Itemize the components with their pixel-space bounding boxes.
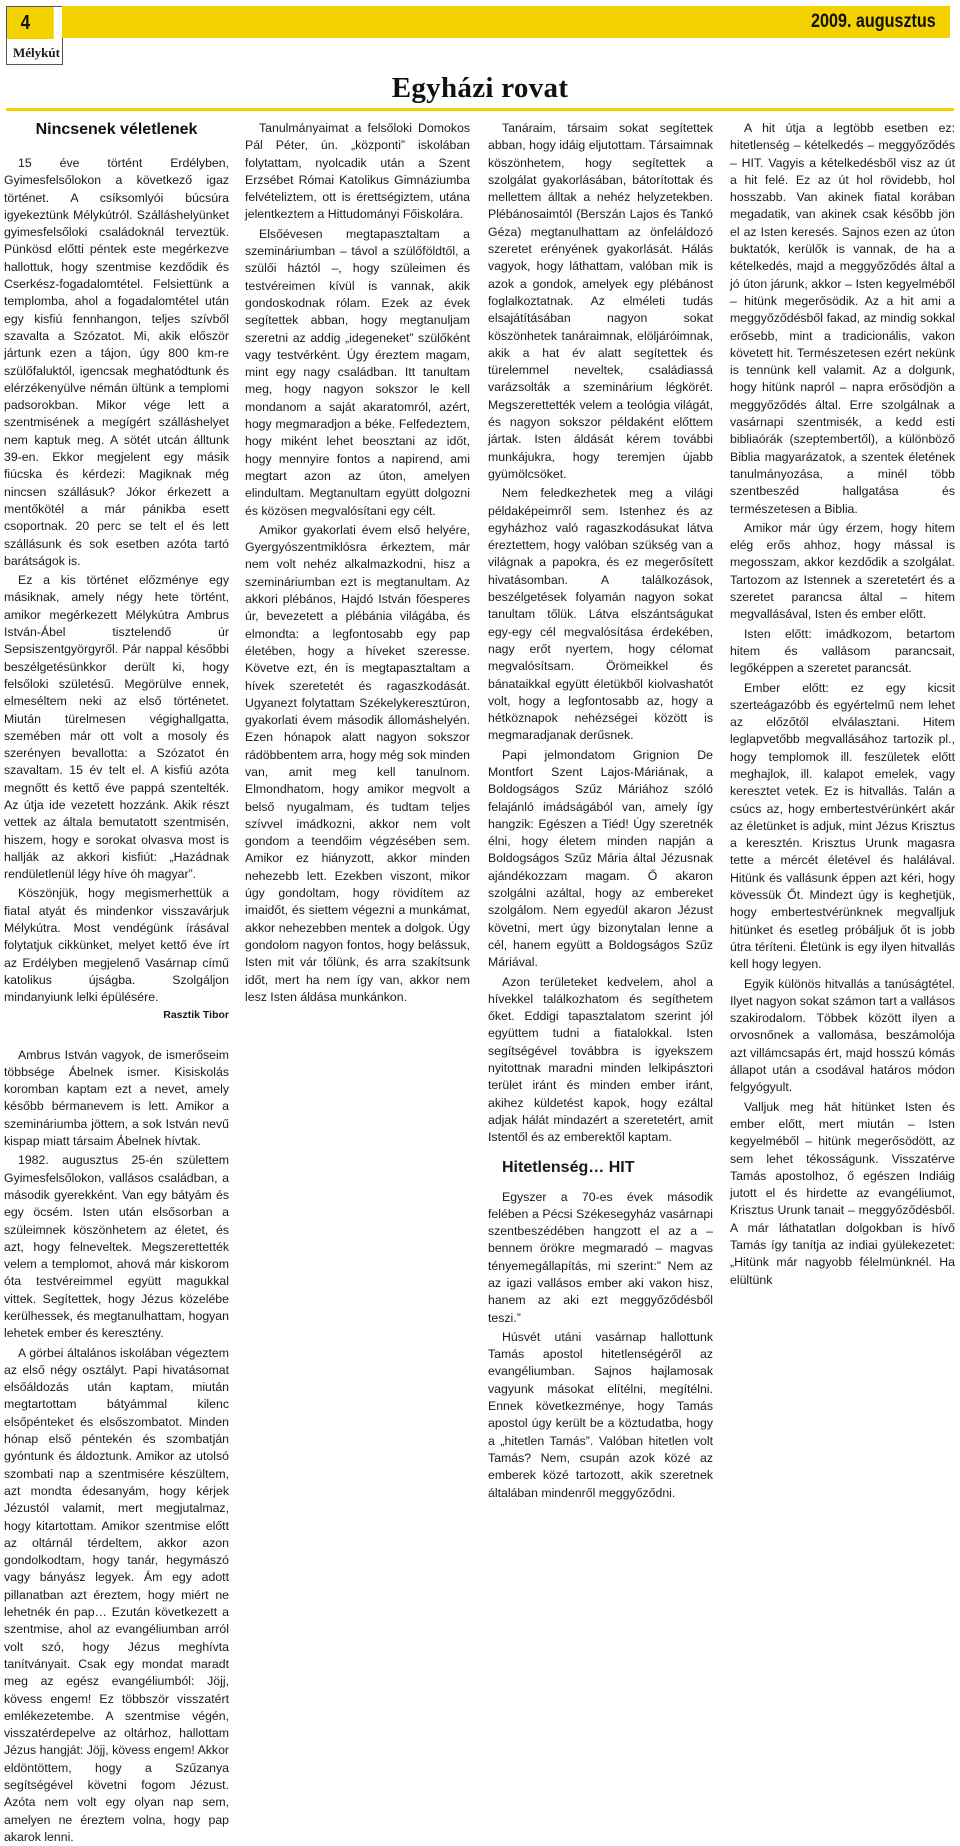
paragraph: Tanáraim, társaim sokat segítettek abban, hogy idáig eljutottam. Társaimnak köszönhetem, hogy segítettek a szolgálat gyakorlásában, bátorítottak és mellettem álltak a nehéz helyzetekben. Plébánosaimtól (Berszán Lajos és Tankó Géza) megtanulhattam az önfeláldozó szeretet erényének gyakorlását. Hálás vagyok, hogy láthattam, valóban mik is azok a gondok, amelyek egy plébánost foglalkoztatnak. Az elméleti tudás elsajátításában nagyon sokat köszönhetek tanáraimnak, elöljáróimnak, akik a hat év alatt segítettek és türelemmel neveltek, családiassá varázsolták a szeminárium légkörét. Megszerettették velem a teológia világát, és nagyon sokszor példaként előttem jártak. Isten áldását kérem további munkájukra, hogy teremjen újabb gyümölcsöket. xyxy=(488,121,713,481)
page-number: 4 xyxy=(7,7,54,39)
section-title: Egyházi rovat xyxy=(391,72,569,104)
issue-date: 2009. augusztus xyxy=(811,11,936,32)
section-rule xyxy=(6,108,954,111)
column-4 xyxy=(730,120,955,1406)
column-3 xyxy=(488,120,713,1500)
paragraph: A görbei általános iskolában végeztem az első négy osztályt. Papi hivatásomat elsőáldozás után kaptam, miután megtartottam bátyámmal kilenc elsőpénteket és elsőszombatot. Minden hónap első péntekén és szombatján gyóntunk és áldoztunk. Amikor az utolsó szombati nap a szentmisére készültem, azt mondta édesanyám, hogy kérjek Jézustól valamit, mert megjutalmaz, hogy kitartottam. Amikor szentmise előtt az oltárnál térdeltem, akkor azon gondolkodtam, hogy tanár, hegymászó vagy bányász legyek. Ám egy adott pillanatban azt éreztem, hogy miért ne lehetnék én pap… Ezután következett a szentmise, ahol az evangéliumban arról volt szó, hogy Jézus meghívta tanítványait. Csak egy mondat maradt meg az egész evangéliumból: Jöjj, kövess engem! Ez többször visszatért emlékezetembe. A szentmise végén, visszatérdepelve az oltárhoz, hallottam Jézus hangját: Jöjj, kövess engem! Akkor eldöntöttem, hogy a Szűzanya segítségével követni fogom Jézust. Azóta nem volt egy olyan nap sem, amelyen ne éreztem volna, hogy pap akarok lenni. xyxy=(4,1345,229,1844)
article-headline: Hitetlenség… HIT xyxy=(502,1158,635,1176)
paragraph: 15 éve történt Erdélyben, Gyimesfelsőlokon a következő igaz történet. A csíksomlyói búcsúra igyekeztünk Mélykútról. Szálláshelyünket gyimesfelsőloki családoknál terveztük. Pünkösd előtti péntek este megérkezve hallottuk, hogy szentmise kezdődik és Cserkész-fogadalomtétel. Felsiettünk a templomba, ahol a fogadalomtétel után egy kisfiú fennhangon, teljes szívből szavalta a Szózatot. Mi, akik először jártunk ezen a tájon, úgy 800 km-re szülőfaluktól, igencsak meghatódtunk és elérzékenyülve némán ültünk a templomi padsorokban. Mikor vége lett a szentmisének a megígért szálláshelyet nem kaptuk meg. A sötét utcán álltunk 39-en. Ekkor megjelent egy másik fiúcska és kérdezi: Magiknak még nincsen szállásuk? Jókor érkezett a mentőkötél a már pánikba esett csoportnak. 20 perc se telt el és lett szállásunk és sok esetben azóta tartó barátságok is. xyxy=(4,156,229,568)
article-author: Rasztik Tibor xyxy=(163,1008,229,1021)
paragraph: Isten előtt: imádkozom, betartom hitem és vallásom parancsait, legőképpen a szeretet parancsát. xyxy=(730,626,955,676)
paragraph: A hit útja a legtöbb esetben ez: hitetlenség – kételkedés – meggyőződés – HIT. Vagyis a kételkedésből visz az út a hit felé. Ez az út hol rövidebb, hol hosszabb. Van akinek fiatal korában megadatik, van akinek csak később jön el az Isten keresés. Sajnos ezen az úton buktatók, kerülők is vannak, de ha a kételkedés, majd a meggyőződés által a jó úton járunk, akkor – Isten kegyelméből – hitünk megerősödik. Az a hit ami a meggyőződésből fakad, az mindig sokkal erősebb, mint a tradicionális, vakon követett hit. Természetesen ezért nekünk is tennünk kell valamit. Az a dolgunk, hogy hitünk napról – napra erősödjön a meggyőződés által. Erre szolgálnak a vasárnapi szentmisék, a kedd esti bibliaórák (szeptembertől), a különböző Biblia magyarázatok, a szentek életének tanulmányozása, a minél több szentbeszéd hallgatása és természetesen a Biblia. xyxy=(730,121,955,516)
paragraph: Egyszer a 70-es évek második felében a Pécsi Székesegyház vasárnapi szentbeszédében hangzott el az a – bennem örökre megmaradó – magvas tényemegállapítás, mi szerint:” Nem az az igazi vallásos ember aki vakon hisz, hanem az aki ezt meggyőződésből teszi.” xyxy=(488,1189,713,1325)
paragraph: Amikor már úgy érzem, hogy hitem elég erős ahhoz, hogy mással is megosszam, akkor kezdődik a szolgálat. Tartozom az Istennek a szeretetért és a szeretet parancsa által – hitem megvallásával, Isten és ember előtt. xyxy=(730,520,955,622)
paragraph: Nem feledkezhetek meg a világi példaképeimről sem. Istenhez és az egyházhoz való ragaszkodásukat látva éreztettem, hogy valóban szükség van a világnak a papokra, és ez megerősített hivatásomban. A találkozások, beszélgetések folyamán nagyon sokat tanultam tőlük. Látva elszántságukat egy-egy cél megvalósítása érdekében, nagy erőt nyertem, hogy célomat megvalósítsam. Örömeikkel és bánataikkal együtt életükből kiolvashatót volt, hogy a legfontosabb az, hogy a hétköznapok nehézségei között is megmaradjanak derűsnek. xyxy=(488,486,713,743)
header-bar xyxy=(62,6,950,38)
paragraph: Ez a kis történet előzménye egy másiknak, amely négy hete történt, amikor megérkezett Mélykútra Ambrus István-Ábel tisztelendő úr Sepsiszentgyörgyről. Pár nappal későbbi beszélgetésünkkor derült ki, hogy felsőloki születésű. Megörülve ennek, elmeséltem neki az első történetet. Miután türelmesen végighallgatta, szemében már ott volt a mosoly és szerényen bevallotta: a Szózatot én szavaltam. 15 év telt el. A kisfiú azóta megnőtt és kettő éve pappá szentelték. Az útja ide vezetett hozzánk. Akik részt vettek az általa bemutatott szentmisén, hiszem, hogy e sorokat olvasva most is hallják az akkori kisfiút: „Hazádnak rendületlenül légy híve óh magyar”. xyxy=(4,573,229,882)
paragraph: Papi jelmondatom Grignion De Montfort Szent Lajos-Máriának, a Boldogságos Szűz Máriához szóló felajánló imádságából van, amely így hangzik: Egészen a Tiéd! Úgy szeretnék élni, hogy életem minden napján a Boldogságos Szűz Mária által Jézusnak ajándékozzam magam. Ő akaron szolgálni azáltal, hogy az embereket szolgálom. Nem egyedül akaron Jézust követni, mert úgy bizonytalan lenne a cél, hanem együtt a Boldogságos Szűz Máriával. xyxy=(488,747,713,970)
paragraph: Húsvét utáni vasárnap hallottunk Tamás apostol hitetlenségéről az evangéliumban. Sajnos hajlamosak vagyunk másokat elítélni, megítélni. Ennek következménye, hogy Tamás apostol úgy került be a köztudatba, hogy a „hitetlen Tamás”. Valóban hitetlen volt Tamás? Nem, csupán azok közé az emberek közé tartozott, akik szeretnek általában mindenről meggyőződni. xyxy=(488,1329,713,1500)
column-1 xyxy=(4,120,229,1844)
publication-name: Mélykút xyxy=(13,45,60,60)
paragraph: Elsőévesen megtapasztaltam a szemináriumban – távol a szülőföldtől, a szülői háztól –, hogy szüleimen és testvéreimen kívül is vannak, akik gondoskodnak rólam. Ezek az évek segítettek abban, hogy megtanuljam szeretni az addig „idegeneket” szülőként vagy testvérként. Úgy éreztem magam, mint egy nagy családban. Itt tanultam meg, hogy nagyon sokszor le kell mondanom a saját akaratomról, azért, hogy megmaradjon a béke. Felfedeztem, hogy miként lehet beosztani az időt, hogy mennyire fontos a napirend, ami megtart azon az úton, amelyen elindultam. Megtanultam együtt dolgozni és közösen megvalósítani egy célt. xyxy=(245,226,470,518)
paragraph: Tanulmányaimat a felsőloki Domokos Pál Péter, ún. „központi” iskolában folytattam, nyolcadik után a Szent Erzsébet Római Katolikus Gimnáziumba felvételiztem, ott is érettségiztem, utána jelentkeztem a Hittudományi Főiskolára. xyxy=(245,121,470,222)
column-2 xyxy=(245,120,470,1406)
paragraph: 1982. augusztus 25-én születtem Gyimesfelsőlokon, vallásos családban, a második gyerekként. Van egy bátyám és egy öcsém. Isten után elsősorban a szüleimnek köszönhetem az életet, és azt, hogy felneveltek. Megszerettették velem a templomot, ahová már kiskorom óta testvéreimmel együtt magukkal vittek. Segítettek, hogy Jézus közelébe kerülhessek, és megtanulhattam, hogyan lehetek ember és keresztény. xyxy=(4,1153,229,1341)
article-headline: Nincsenek véletlenek xyxy=(35,121,198,138)
paragraph: Köszönjük, hogy megismerhettük a fiatal atyát és mindenkor visszavárjuk Mélykútra. Most vendégünk írásával folytatjuk cikkünket, melyet kettő éve írt az Erdélyben megjelenő Vasárnap című katolikus újságba. Szolgáljon mindanyiunk lelki épülésére. xyxy=(4,886,229,1005)
paragraph: Egyik különös hitvallás a tanúságtétel. Ilyet nagyon sokat számon tart a vallásos szakirodalom. Többek között ilyen a orvosnőnek a vallomása, beszámolója azt villámcsapás ért, majd hosszú kómás állapot után a csodával határos módon felgyógyult. xyxy=(730,976,955,1095)
paragraph: Ambrus István vagyok, de ismerőseim többsége Ábelnek ismer. Kisiskolás koromban kaptam ezt a nevet, amely később bérmanevem is lett. Amikor a szemináriumba jöttem, a sok István nevű kispap miatt társaim Ábelnek hívtak. xyxy=(4,1047,229,1149)
paragraph: Valljuk meg hát hitünket Isten és ember előtt, mert miután – Isten kegyelméből – hitünk megerősödött, az sem lehet tékosságunk. Visszatérve Tamás apostolhoz, ő egészen Indiáig jutott el és hirdette az evangéliumot, Krisztus Urunk tanait – meggyőződésből. A már láthatatlan dolgokban is hívő Tamás így tanítja az indiai gyülekezetet: „Hitünk már nagyobb félelmünknél. Ha elültünk xyxy=(730,1099,955,1287)
page-number-box xyxy=(6,6,63,65)
paragraph: Azon területeket kedvelem, ahol a hívekkel találkozhatom és segíthetem őket. Eddigi tapasztalatom szerint jól együttem tudni a fiatalokkal. Isten segítségével továbbra is igyekszem nyitottnak maradni minden lelkipásztori terület iránt és minden ember iránt, akihez küldetést kapok, hogy ezáltal adjak hálát mindazért a szeretetért, amit Istentől és az emberektől kaptam. xyxy=(488,974,713,1145)
spacer xyxy=(4,1035,229,1047)
paragraph: Ember előtt: ez egy kicsit szerteágazóbb és egyértelmű nem lehet az előzőtől elválasztani. Hitem leglapvetőbb megvallásához tartozik pl., hogy templomok ill. feszületek előtt meghajlok, ill. kalapot emelek, vagy keresztet vetek. Ez is hitvallás. Talán a csúcs az, hogy embertestvérünkért akár az életünket is adjuk, mint Jézus Krisztus a keresztén. Krisztus Urunk magasra tette a mércét életével és halálával. Hitünk és vallásunk éppen azt kéri, hogy kövessük Őt. Mindezt úgy is keghetjük, hogy embertestvérünknek megvalljuk hitünket és esetleg próbáljuk őt is jobb útra téríteni. Életünk is egy ilyen hitvallás kell hogy legyen. xyxy=(730,680,955,972)
paragraph: Amikor gyakorlati évem első helyére, Gyergyószentmiklósra érkeztem, már nem volt nehéz alkalmazkodni, hisz a szemináriumban ezt is megtanultam. Az akkori plébános, Hajdó István főesperes úr, bevezetett a plébánia világába, és elmondta: a legfontosabb egy pap életében, hogy a híveket szeresse. Követve ezt, én is megtapasztaltam a hívek szeretetét és ragaszkodását. Ugyanezt folytattam Székelykeresztúron, gyakorlati évem második állomáshelyén. Ezen hónapok alatt nagyon sokszor rádöbbentem arra, hogy még sok minden van, amit meg kell tanulnom. Elmondhatom, hogy amikor megvolt a belső nyugalmam, és tudtam teljes szívvel imádkozni, akkor nem volt gondom a teendőim végzésében sem. Amikor ez hiányzott, akkor minden nehezebb lett. Ezekben viszont, mikor úgy gondoltam, hogy rövidítem az imaidőt, és siettem végezni a munkámat, akkor nehezebben mentek a dolgok. Úgy gondolom nagyon fontos, hogy belássuk, Isten mit vár tőlünk, és arra szakítsunk időt, mert ha nem így van, akkor nem lesz Isten áldása munkánkon. xyxy=(245,522,470,1004)
